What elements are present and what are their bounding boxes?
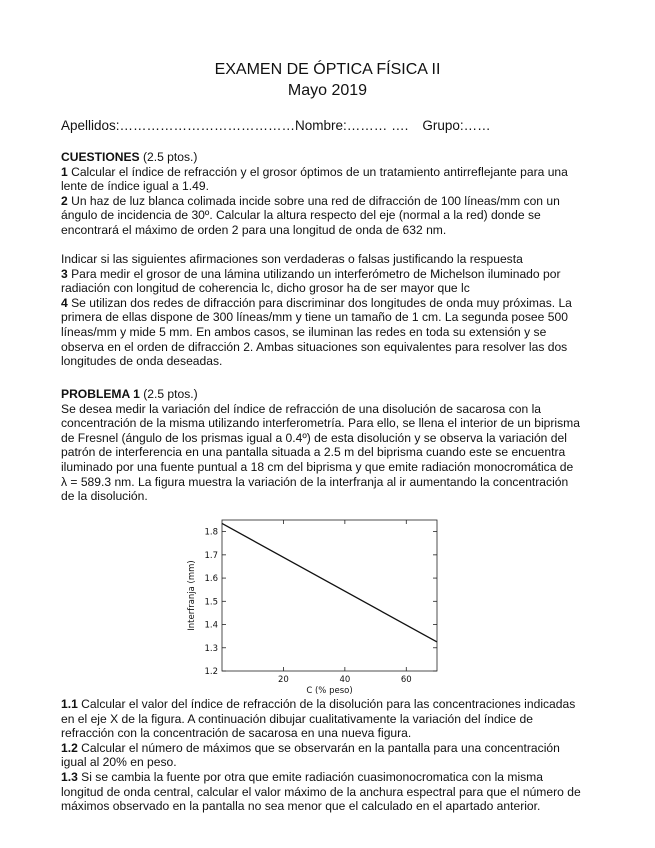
chart-axes bbox=[222, 520, 437, 671]
chart-plot-frame bbox=[222, 520, 437, 671]
apellidos-field: Apellidos:………………………………… bbox=[61, 118, 296, 133]
chart-ticks bbox=[204, 520, 437, 685]
question-4-number: 4 bbox=[61, 295, 68, 310]
question-1-2 bbox=[61, 741, 581, 770]
cuestiones-section bbox=[61, 150, 581, 238]
problema-heading-text: PROBLEMA 1 bbox=[61, 387, 140, 401]
question-1-3-text: Si se cambia la fuente por otra que emite radiación cuasimonocromatica con la misma longitud de onda central, calcular el valor máximo de la anchura espectral para que el número de máximos observado en la pantalla no sea menor que el calculado en el apartado anterior. bbox=[61, 769, 581, 814]
x-tick-label: 20 bbox=[278, 675, 289, 685]
nombre-field: Nombre:……… …. bbox=[295, 118, 409, 133]
x-tick-label: 60 bbox=[400, 675, 412, 685]
question-1-number: 1 bbox=[61, 164, 68, 179]
y-tick-label: 1.6 bbox=[204, 574, 218, 585]
problema-statement: Se desea medir la variación del índice de refracción de una disolución de sacarosa con la concentración de la misma utilizando interferometría. Para ello, se llena el interior de un biprisma de Fresnel (ángulo de los prismas igual a 0.4º) de esta disolución y se observa la variación del patrón de interferencia en una pantalla situada a 2.5 m del biprisma cuando este se encuentra iluminado por una fuente puntual a 18 cm del biprisma y que emite radiación monocromática de λ = 589.3 nm. La figura muestra la variación de la interfranja al ir aumentando la concentración de la disolución. bbox=[61, 401, 580, 504]
y-tick-label: 1.2 bbox=[204, 667, 218, 677]
y-tick-label: 1.3 bbox=[204, 643, 218, 654]
question-1-1-number: 1.1 bbox=[61, 697, 78, 711]
question-2 bbox=[61, 194, 581, 238]
chart-x-axis-label: C (% peso) bbox=[306, 686, 353, 695]
question-3-text: Para medir el grosor de una lámina utilizando un interferómetro de Michelson iluminado por radiación con longitud de coherencia lc, dicho grosor ha de ser mayor que lc bbox=[61, 266, 561, 296]
grupo-field: Grupo:…… bbox=[422, 118, 491, 133]
question-1-2-number: 1.2 bbox=[61, 740, 78, 755]
question-3 bbox=[61, 267, 581, 296]
cuestiones-points: (2.5 ptos.) bbox=[139, 150, 198, 164]
chart-series-line bbox=[222, 523, 437, 641]
problema-questions bbox=[61, 697, 581, 814]
problema-heading bbox=[61, 387, 581, 402]
chart-y-axis-label: Interfranja (mm) bbox=[187, 560, 197, 631]
question-2-number: 2 bbox=[61, 193, 68, 208]
student-id-row bbox=[61, 118, 491, 133]
exam-date: Mayo 2019 bbox=[287, 82, 368, 99]
cuestiones-heading-text: CUESTIONES bbox=[61, 150, 140, 164]
y-tick-label: 1.7 bbox=[204, 550, 218, 561]
y-tick-label: 1.8 bbox=[204, 527, 218, 538]
question-3-number: 3 bbox=[61, 266, 68, 281]
question-2-text: Un haz de luz blanca colimada incide sobre una red de difracción de 100 líneas/mm con un ángulo de incidencia de 30º. Calcular la altura respecto del eje (normal a la red) donde se encontrará el máximo de orden 2 para una longitud de onda de 632 nm. bbox=[61, 193, 560, 237]
problema-section bbox=[61, 387, 581, 504]
question-4-text: Se utilizan dos redes de difracción para discriminar dos longitudes de onda muy próximas. La primera de ellas dispone de 300 líneas/mm y tiene un tamaño de 1 cm. La segunda posee 500 líneas/mm y mide 5 mm. En ambos casos, se iluminan las redes en toda su extensión y se observa en el orden de difracción 2. Ambas situaciones son equivalentes para resolver las dos longitudes de onda deseadas. bbox=[61, 295, 572, 369]
exam-title: EXAMEN DE ÓPTICA FÍSICA II bbox=[214, 61, 441, 78]
cuestiones-heading bbox=[61, 150, 581, 165]
true-false-intro: Indicar si las siguientes afirmaciones son verdaderas o falsas justificando la respuesta bbox=[61, 252, 523, 266]
chart-series bbox=[222, 523, 437, 641]
true-false-section bbox=[61, 252, 581, 369]
x-tick-label: 40 bbox=[339, 675, 351, 685]
question-1-1 bbox=[61, 697, 581, 741]
question-1-2-text: Calcular el número de máximos que se observarán en la pantalla para una concentración igual al 20% en peso. bbox=[61, 740, 560, 770]
question-1 bbox=[61, 165, 581, 194]
interfranja-chart bbox=[180, 510, 440, 695]
y-tick-label: 1.4 bbox=[204, 620, 218, 631]
y-tick-label: 1.5 bbox=[204, 597, 218, 608]
question-1-text: Calcular el índice de refracción y el grosor óptimos de un tratamiento antirreflejante para una lente de índice igual a 1.49. bbox=[61, 164, 568, 194]
question-1-1-text: Calcular el valor del índice de refracción de la disolución para las concentraciones indicadas en el eje X de la figura. A continuación dibujar cualitativamente la variación del índice de refracción con la concentración de sacarosa en una nueva figura. bbox=[61, 697, 576, 741]
question-4 bbox=[61, 296, 581, 369]
question-1-3-number: 1.3 bbox=[61, 769, 78, 784]
problema-points: (2.5 ptos.) bbox=[139, 387, 198, 401]
question-1-3 bbox=[61, 770, 581, 814]
